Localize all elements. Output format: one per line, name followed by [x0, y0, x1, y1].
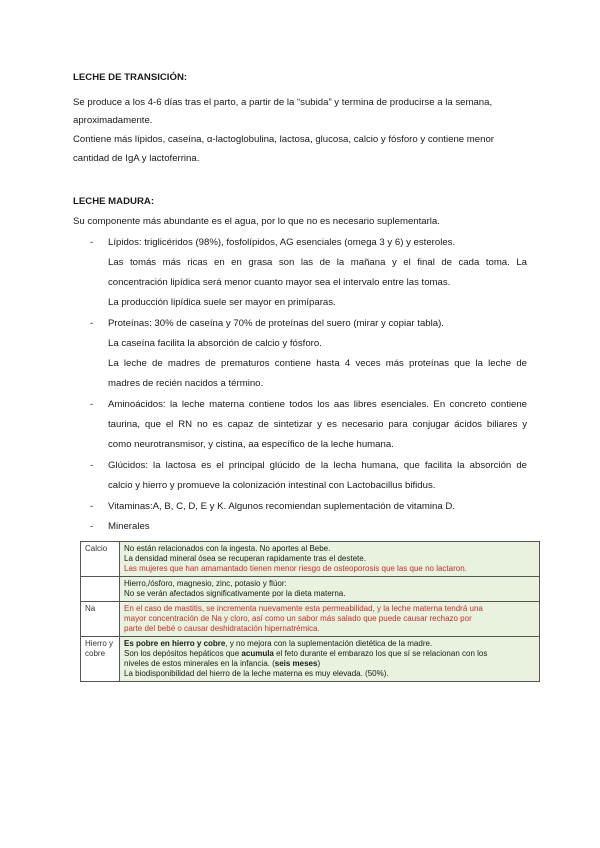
transition-heading: LECHE DE TRANSICIÓN:	[73, 72, 188, 83]
calcio-line-2: La densidad mineral ósea se recuperan rapidamente tras el destete.	[124, 554, 366, 563]
table-row	[81, 637, 540, 682]
hierro-cobre-bold-2: acumula	[241, 649, 274, 658]
bullet-dash: -	[90, 460, 94, 471]
hierro-cobre-line-4: La biodisponibilidad del hierro de la leche materna es muy elevada. (50%).	[124, 669, 389, 678]
transition-paragraph-1-line-2: aproximadamente.	[73, 115, 153, 126]
lipidos-line-1: Lípidos: triglicéridos (98%), fosfolípidos, AG esenciales (omega 3 y 6) y esteroles.	[108, 237, 456, 248]
hierro-cobre-label-line-2: cobre	[85, 649, 106, 658]
hierro-cobre-bold-1: Es pobre en hierro y cobre	[124, 639, 226, 648]
hierro-cobre-rest-1: , y no mejora con la suplementación dietética de la madre.	[225, 639, 433, 648]
bullet-dash: -	[90, 318, 94, 329]
aminoacidos-line-3: como neurotransmisor, y cistina, aa específico de la leche humana.	[108, 439, 394, 450]
table-row	[81, 602, 540, 637]
hierro-cobre-line-1	[124, 639, 535, 649]
na-line-3: parte del bebé o causar deshidratación hipernatrémica.	[124, 624, 320, 633]
na-cell	[120, 602, 540, 637]
transition-paragraph-2-line-2: cantidad de IgA y lactoferrina.	[73, 153, 200, 164]
lipidos-line-4: La producción lipídica suele ser mayor en primíparas.	[108, 297, 336, 308]
hierro-cobre-3a: niveles de estos minerales en la infancia. (	[124, 659, 275, 668]
na-line-2: mayor concentración de Na y cloro, así como un sabor más salado que puede causar rechazo por	[124, 614, 472, 623]
minerales-label: Minerales	[108, 521, 150, 532]
proteinas-line-1: Proteínas: 30% de caseína y 70% de proteínas del suero (mirar y copiar tabla).	[108, 318, 444, 329]
glucidos-line-1: Glúcidos: la lactosa es el principal glúcido de la lecha humana, que facilita la absorción de	[108, 460, 527, 471]
transition-paragraph-2-line-1: Contiene más lípidos, caseína, α-lactoglobulina, lactosa, glucosa, calcio y fósforo y contiene menor	[73, 134, 494, 145]
proteinas-line-3: La leche de madres de prematuros contiene hasta 4 veces más proteínas que la leche de	[108, 358, 527, 369]
bullet-dash: -	[90, 399, 94, 410]
hierro-cobre-2a: Son los depósitos hepáticos que	[124, 649, 242, 658]
hierro-fosforo-line-1: Hierro,/ósforo, magnesio, zinc, potasio y flúor:	[124, 579, 287, 588]
proteinas-line-2: La caseína facilita la absorción de calcio y fósforo.	[108, 338, 322, 349]
table-row	[81, 542, 540, 577]
table-row	[81, 577, 540, 602]
lipidos-line-2: Las tomás más ricas en en grasa son las de la mañana y el final de cada toma. La	[108, 257, 527, 268]
glucidos-line-2: calcio y hierro y promueve la colonización intestinal con Lactobacillus bifidus.	[108, 480, 436, 491]
row-label-hierro-cobre	[81, 637, 120, 682]
bullet-dash: -	[90, 521, 94, 532]
hierro-cobre-2b: el feto durante el embarazo los que sí se relacionan con los	[273, 649, 488, 658]
proteinas-line-4: madres de recién nacidos a término.	[108, 378, 264, 389]
aminoacidos-line-2: taurina, que el RN no es capaz de sintetizar y es necesario para conjugar ácidos biliares y	[108, 419, 527, 430]
hierro-cobre-line-2	[124, 649, 535, 659]
calcio-red-line: Las mujeres que han amamantado tienen menor riesgo de osteoporosis que las que no lactaron.	[124, 564, 467, 573]
minerals-table	[80, 541, 540, 682]
hierro-cobre-label-line-1: Hierro y	[85, 639, 114, 648]
hierro-cobre-line-3	[124, 659, 535, 669]
bullet-dash: -	[90, 501, 94, 512]
row-label-empty	[81, 577, 120, 602]
calcio-cell	[120, 542, 540, 577]
hierro-fosforo-line-2: No se verán afectados significativamente por la dieta materna.	[124, 589, 346, 598]
aminoacidos-line-1: Aminoácidos: la leche materna contiene todos los aas libres esenciales. En concreto contiene	[108, 399, 527, 410]
lipidos-line-3: concentración lipídica será menor cuanto mayor sea el intervalo entre las tomas.	[108, 277, 451, 288]
hierro-cobre-bold-3: seis meses	[274, 659, 318, 668]
transition-paragraph-1-line-1: Se produce a los 4-6 días tras el parto, a partir de la “subida” y termina de producirse a la semana,	[73, 97, 493, 108]
calcio-line-1: No están relacionados con la ingesta. No aportes al Bebe.	[124, 544, 331, 553]
hierro-cobre-cell	[120, 637, 540, 682]
na-line-1: En el caso de mastitis, se incrementa nuevamente esta permeabilidad, y la leche materna tendrá una	[124, 604, 483, 613]
row-label-calcio: Calcio	[81, 542, 120, 577]
hierro-cobre-3b: )	[317, 659, 321, 668]
bullet-dash: -	[90, 237, 94, 248]
mature-intro: Su componente más abundante es el agua, por lo que no es necesario suplementarla.	[73, 216, 440, 227]
vitaminas-line: Vitaminas:A, B, C, D, E y K. Algunos recomiendan suplementación de vitamina D.	[108, 501, 455, 512]
row-label-na: Na	[81, 602, 120, 637]
mature-heading: LECHE MADURA:	[73, 196, 155, 207]
hierro-fosforo-cell	[120, 577, 540, 602]
